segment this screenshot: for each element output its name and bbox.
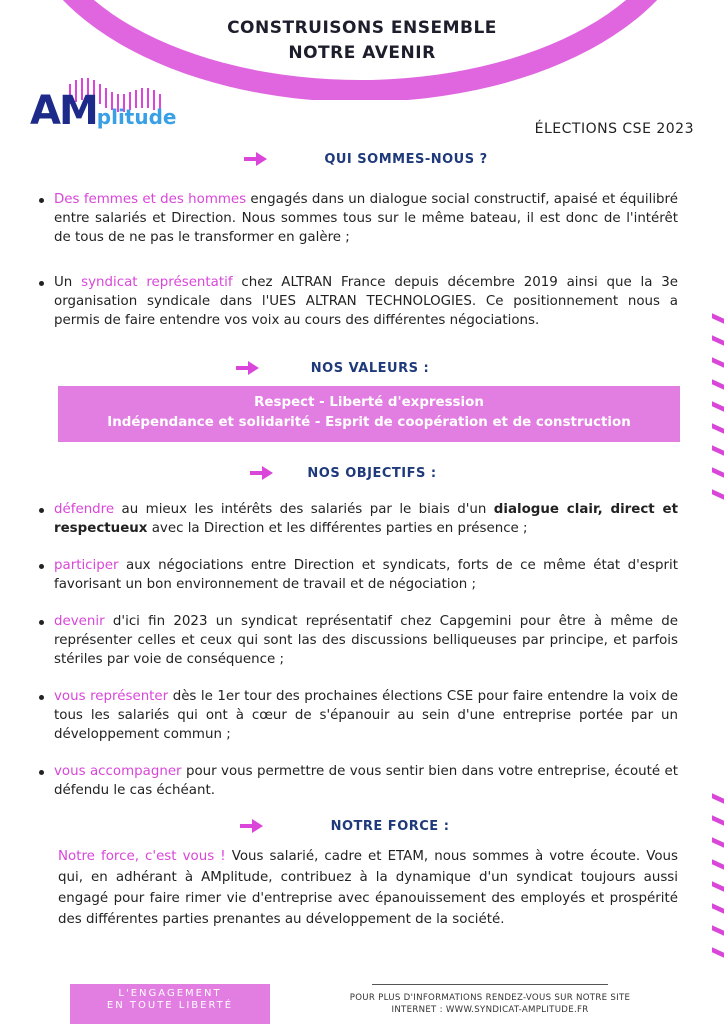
logo-text-sub: plitude — [96, 105, 177, 129]
obj1-text1: au mieux les intérêts des salariés par le biais d'un — [114, 502, 494, 517]
footer-info-line1: POUR PLUS D'INFORMATIONS RENDEZ-VOUS SUR NOTRE SITE — [349, 993, 631, 1003]
values-line1: Respect - Liberté d'expression — [254, 395, 484, 410]
engagement-banner — [70, 984, 270, 1024]
footer-info-line2: INTERNET : WWW.SYNDICAT-AMPLITUDE.FR — [391, 1005, 589, 1015]
obj2-text: aux négociations entre Direction et syndicats, forts de ce même état d'esprit favorisant un bon environnement de travail et de négociation ; — [54, 558, 678, 592]
who-item1-highlight: Des femmes et des hommes — [54, 192, 247, 207]
objectives-heading: NOS OBJECTIFS : — [307, 466, 437, 481]
list-item — [54, 762, 678, 800]
obj1-text2: avec la Direction et les différentes parties en présence ; — [147, 521, 528, 536]
obj5-highlight: vous accompagner — [54, 764, 182, 779]
values-heading: NOS VALEURS : — [310, 361, 430, 376]
logo-text-main: AM — [30, 88, 97, 134]
page-title-line2: NOTRE AVENIR — [288, 43, 436, 63]
decorative-dashes-bottom — [712, 796, 724, 976]
obj1-bold: dialogue clair, direct et respectueux — [54, 502, 678, 536]
values-box — [58, 386, 680, 442]
list-item — [54, 500, 678, 538]
footer-info — [330, 992, 650, 1016]
list-item — [54, 556, 678, 594]
obj2-highlight: participer — [54, 558, 119, 573]
obj3-text: d'ici fin 2023 un syndicat représentatif chez Capgemini pour être à même de représenter celles et ceux qui sont las des discussions belliqueuses par principe, et parfois stériles par voie de conséquence ; — [54, 614, 678, 667]
obj5-text: pour vous permettre de vous sentir bien dans votre entreprise, écouté et défendu le cas échéant. — [54, 764, 678, 798]
list-item — [54, 190, 678, 247]
force-heading: NOTRE FORCE : — [330, 819, 450, 834]
page-title-line1: CONSTRUISONS ENSEMBLE — [227, 18, 497, 38]
who-list — [54, 190, 678, 344]
obj1-highlight: défendre — [54, 502, 115, 517]
engagement-line1: L'ENGAGEMENT — [118, 988, 222, 999]
amplitude-logo — [30, 74, 210, 144]
page-title — [0, 16, 724, 66]
footer-divider — [372, 984, 608, 985]
who-item2-highlight: syndicat représentatif — [81, 275, 233, 290]
engagement-line2: EN TOUTE LIBERTÉ — [106, 1000, 234, 1011]
who-item1-text: engagés dans un dialogue social constructif, apaisé et équilibré entre salariés et Direction. Nous sommes tous sur le même bateau, il est donc de l'intérêt de tous de ne pas le transformer en galère ; — [54, 192, 678, 245]
obj4-highlight: vous représenter — [54, 689, 169, 704]
force-highlight: Notre force, c'est vous ! — [58, 849, 226, 864]
obj3-highlight: devenir — [54, 614, 105, 629]
logo-text — [30, 88, 176, 134]
elections-label: ÉLECTIONS CSE 2023 — [534, 121, 694, 137]
decorative-dashes-top — [712, 316, 724, 516]
list-item — [54, 612, 678, 669]
who-item2-text: chez ALTRAN France depuis décembre 2019 ainsi que la 3e organisation syndicale dans l'UES ALTRAN TECHNOLOGIES. Ce positionnement nous a permis de faire entendre vos voix au cours des différentes négociations. — [54, 275, 678, 328]
objectives-list — [54, 500, 678, 814]
obj4-text: dès le 1er tour des prochaines élections CSE pour faire entendre la voix de tous les salariés qui ont à cœur de s'épanouir au sein d'une entreprise portée par un développement commun ; — [54, 689, 679, 742]
list-item — [54, 273, 678, 330]
values-line2: Indépendance et solidarité - Esprit de coopération et de construction — [107, 415, 631, 430]
force-paragraph — [58, 846, 678, 930]
force-text: Vous salarié, cadre et ETAM, nous sommes à votre écoute. Vous qui, en adhérant à AMplitude, contribuez à la dynamique d'un syndicat toujours aussi engagé pour faire rimer vie d'entreprise avec épanouissement des employés et prospérité des différentes parties prenantes au développement de la société. — [58, 849, 678, 927]
who-item2-prefix: Un — [54, 275, 82, 290]
who-heading: QUI SOMMES-NOUS ? — [324, 152, 488, 167]
list-item — [54, 687, 678, 744]
